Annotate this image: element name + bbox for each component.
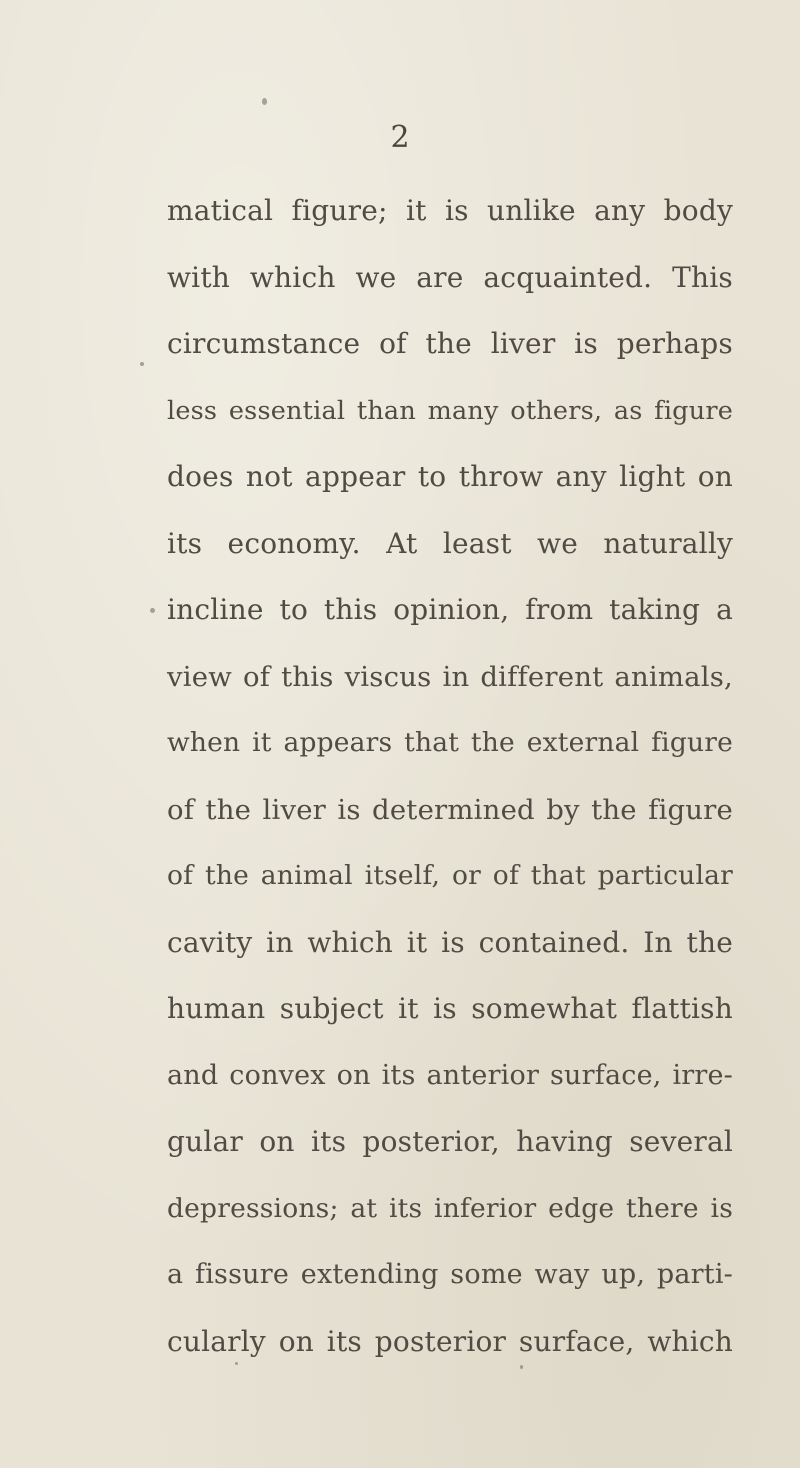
text-line: its economy. At least we naturally — [167, 526, 733, 560]
text-line: with which we are acquainted. This — [167, 260, 733, 294]
text-line: of the animal itself, or of that particular — [167, 860, 733, 891]
text-line: cularly on its posterior surface, which — [167, 1324, 733, 1358]
text-line: depressions; at its inferior edge there is — [167, 1192, 733, 1224]
text-line: circumstance of the liver is perhaps — [167, 327, 733, 360]
text-line: a fissure extending some way up, parti- — [167, 1259, 733, 1290]
text-line: incline to this opinion, from taking a — [167, 593, 733, 626]
text-line: view of this viscus in different animals, — [167, 660, 733, 693]
text-line: human subject it is somewhat flattish — [167, 992, 733, 1025]
text-line: when it appears that the external figure — [167, 727, 733, 758]
text-line: gular on its posterior, having several — [167, 1125, 733, 1158]
text-line: matical figure; it is unlike any body — [167, 194, 733, 227]
text-line: cavity in which it is contained. In the — [167, 925, 733, 959]
text-line: does not appear to throw any light on — [167, 460, 733, 493]
page-number: 2 — [390, 120, 410, 155]
text-line: of the liver is determined by the figure — [167, 793, 733, 826]
text-line: less essential than many others, as figure — [167, 395, 733, 426]
body-text — [167, 191, 733, 1388]
text-line: and convex on its anterior surface, irre- — [167, 1059, 733, 1091]
